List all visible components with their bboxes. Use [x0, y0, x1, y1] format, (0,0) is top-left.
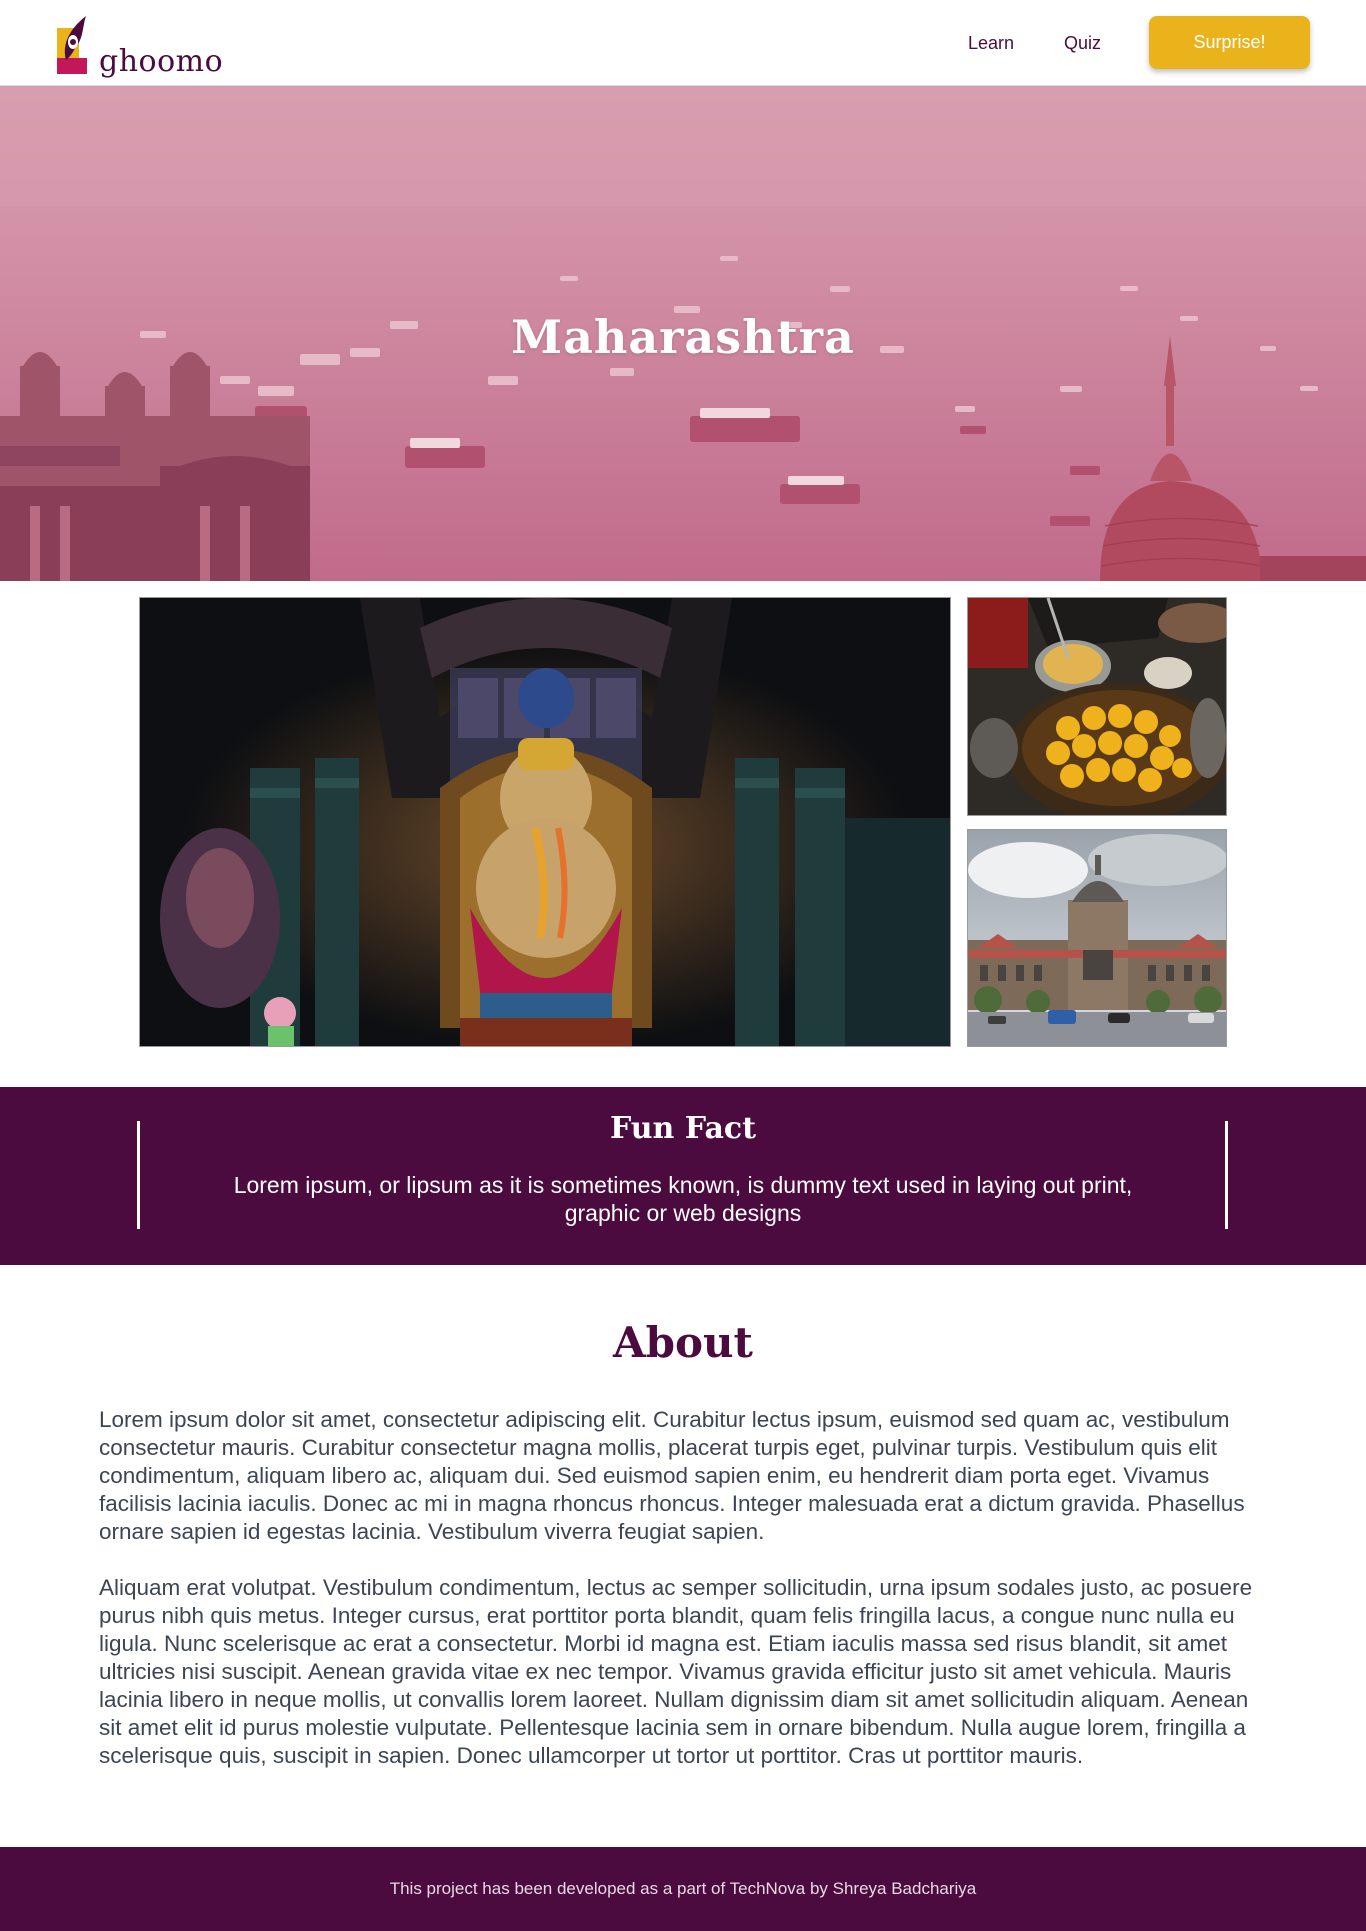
- logo[interactable]: [56, 4, 224, 82]
- gallery-main-image: [139, 597, 951, 1047]
- about-title: About: [613, 1318, 753, 1367]
- footer-credit-text: This project has been developed as a part of TechNova by Shreya Badchariya: [389, 1879, 977, 1898]
- nav-quiz-link[interactable]: Quiz: [1064, 33, 1102, 53]
- about-paragraph: Aliquam erat volutpat. Vestibulum condimentum, lectus ac semper sollicitudin, urna ipsum sodales justo, ac posuere purus nibh quis metus. Integer cursus, erat porttitor porta blandit, quam felis fringilla lacus, a congue nunc nulla eu ligula. Nunc scelerisque ac erat a consectetur. Morbi id magna est. Etiam iaculis massa sed risus blandit, sit amet ultricies nisi suscipit. Aenean gravida vitae ex nec tempor. Vivamus gravida efficitur justo sit amet vehicula. Mauris lacinia libero in neque mollis, ut convallis lorem laoreet. Nullam dignissim diam sit amet sollicitudin aliquam. Aenean sit amet elit id purus molestie vulputate. Pellentesque lacinia sem in ornare bibendum. Nulla augue lorem, fringilla a scelerisque quis, suscipit in sapien. Donec ullamcorper ut tortor ut porttitor. Cras ut porttitor mauris.: [99, 1575, 1253, 1768]
- site-header: [0, 0, 1366, 86]
- fun-fact-title: Fun Fact: [609, 1111, 757, 1146]
- ganesh-idol-photo: [140, 598, 951, 1047]
- hero-banner: [0, 86, 1366, 581]
- fun-fact-section: [0, 1087, 1366, 1265]
- street-food-photo: [968, 598, 1227, 816]
- nav-learn-link[interactable]: Learn: [968, 33, 1015, 53]
- railway-station-photo: [968, 830, 1227, 1047]
- logo-text: ghoomo: [99, 44, 224, 79]
- gallery-station-image: [967, 829, 1227, 1047]
- fun-fact-text: Lorem ipsum, or lipsum as it is sometimes known, is dummy text used in laying out print, graphic or web designs: [233, 1172, 1133, 1226]
- site-footer: [0, 1847, 1366, 1931]
- hero-title: Maharashtra: [511, 310, 855, 364]
- gallery-food-image: [967, 597, 1227, 816]
- surprise-button[interactable]: Surprise!: [1149, 16, 1310, 69]
- about-paragraph: Lorem ipsum dolor sit amet, consectetur adipiscing elit. Curabitur lectus ipsum, euismod sed quam ac, vestibulum consectetur mauris. Curabitur consectetur magna mollis, placerat turpis eget, pulvinar turpis. Vestibulum quis elit condimentum, aliquam libero ac, aliquam dui. Sed euismod sapien enim, eu hendrerit diam porta eget. Vivamus facilisis lacinia iaculis. Donec ac mi in magna rhoncus rhoncus. Integer malesuada erat a dictum gravida. Phasellus ornare sapien id egestas lacinia. Vestibulum viverra feugiat sapien.: [99, 1407, 1245, 1544]
- logo-feather-icon: [56, 16, 92, 78]
